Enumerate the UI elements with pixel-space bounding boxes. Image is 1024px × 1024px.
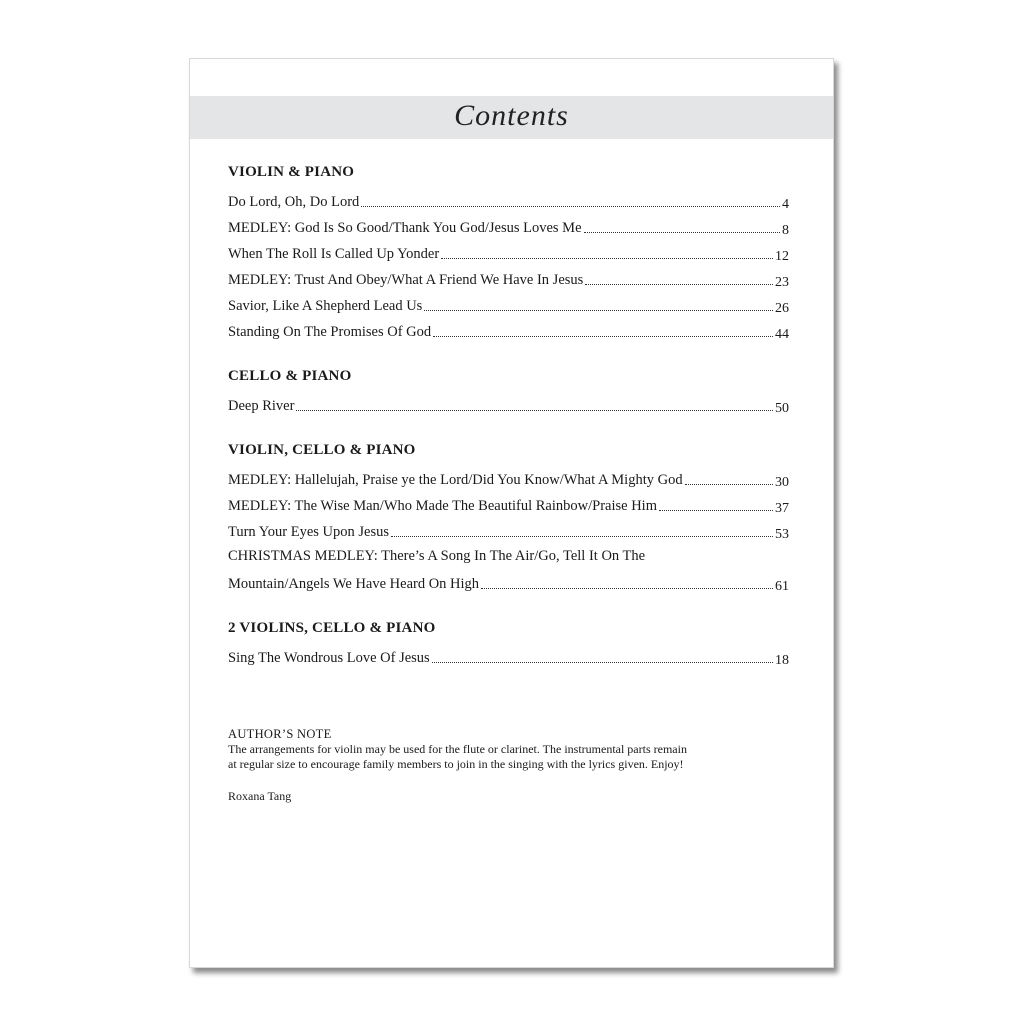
toc-entry <box>228 289 789 315</box>
section-heading: VIOLIN, CELLO & PIANO <box>228 442 416 458</box>
toc-entry <box>228 263 789 289</box>
entry-title: When The Roll Is Called Up Yonder <box>228 246 440 262</box>
toc-entry <box>228 567 789 593</box>
entry-page: 37 <box>775 501 789 516</box>
entry-page: 30 <box>775 475 789 490</box>
entry-page: 8 <box>782 223 789 238</box>
toc-entry <box>228 237 789 263</box>
toc-entry <box>228 211 789 237</box>
dot-leader <box>481 588 773 589</box>
entry-page: 50 <box>775 401 789 416</box>
dot-leader <box>432 662 773 663</box>
toc <box>228 159 789 689</box>
entry-page: 23 <box>775 275 789 290</box>
entry-title: MEDLEY: The Wise Man/Who Made The Beautiful Rainbow/Praise Him <box>228 498 657 514</box>
toc-entry <box>228 463 789 489</box>
dot-leader <box>424 310 773 311</box>
author-note-heading: AUTHOR’S NOTE <box>228 727 332 741</box>
section-heading: CELLO & PIANO <box>228 368 352 384</box>
dot-leader <box>585 284 773 285</box>
entry-title: Sing The Wondrous Love Of Jesus <box>228 650 430 666</box>
dot-leader <box>433 336 773 337</box>
title-band <box>190 96 833 139</box>
toc-entry <box>228 315 789 341</box>
author-note-line: The arrangements for violin may be used for the flute or clarinet. The instrumental parts remain <box>228 742 687 756</box>
dot-leader <box>441 258 773 259</box>
toc-section-2-violins-cello-piano <box>228 615 789 667</box>
entry-page: 26 <box>775 301 789 316</box>
entry-page: 4 <box>782 197 789 212</box>
entry-title: MEDLEY: Trust And Obey/What A Friend We Have In Jesus <box>228 272 584 288</box>
dot-leader <box>391 536 773 537</box>
entry-title: Do Lord, Oh, Do Lord <box>228 194 360 210</box>
page-title: Contents <box>454 99 569 132</box>
dot-leader <box>659 510 773 511</box>
contents-page <box>189 58 834 968</box>
dot-leader <box>361 206 780 207</box>
entry-page: 18 <box>775 653 789 668</box>
toc-entry <box>228 515 789 541</box>
author-signature: Roxana Tang <box>228 789 292 803</box>
entry-title: Deep River <box>228 398 295 414</box>
section-heading: VIOLIN & PIANO <box>228 164 355 180</box>
dot-leader <box>685 484 773 485</box>
entry-title-line1: CHRISTMAS MEDLEY: There’s A Song In The Air/Go, Tell It On The <box>228 548 646 564</box>
toc-section-violin-piano <box>228 159 789 341</box>
toc-entry <box>228 389 789 415</box>
entry-title: Standing On The Promises Of God <box>228 324 432 340</box>
entry-title: MEDLEY: God Is So Good/Thank You God/Jesus Loves Me <box>228 220 582 236</box>
section-heading: 2 VIOLINS, CELLO & PIANO <box>228 620 436 636</box>
entry-title: Turn Your Eyes Upon Jesus <box>228 524 390 540</box>
entry-title: Savior, Like A Shepherd Lead Us <box>228 298 423 314</box>
entry-page: 53 <box>775 527 789 542</box>
entry-page: 12 <box>775 249 789 264</box>
author-note-line: at regular size to encourage family members to join in the singing with the lyrics given. Enjoy! <box>228 757 684 771</box>
dot-leader <box>296 410 773 411</box>
entry-page: 44 <box>775 327 789 342</box>
entry-title: Mountain/Angels We Have Heard On High <box>228 576 480 592</box>
toc-entry <box>228 641 789 667</box>
dot-leader <box>584 232 780 233</box>
entry-page: 61 <box>775 579 789 594</box>
author-note <box>228 727 788 804</box>
toc-section-violin-cello-piano <box>228 437 789 593</box>
toc-entry <box>228 185 789 211</box>
entry-title: MEDLEY: Hallelujah, Praise ye the Lord/Did You Know/What A Mighty God <box>228 472 683 488</box>
toc-section-cello-piano <box>228 363 789 415</box>
toc-entry <box>228 489 789 515</box>
